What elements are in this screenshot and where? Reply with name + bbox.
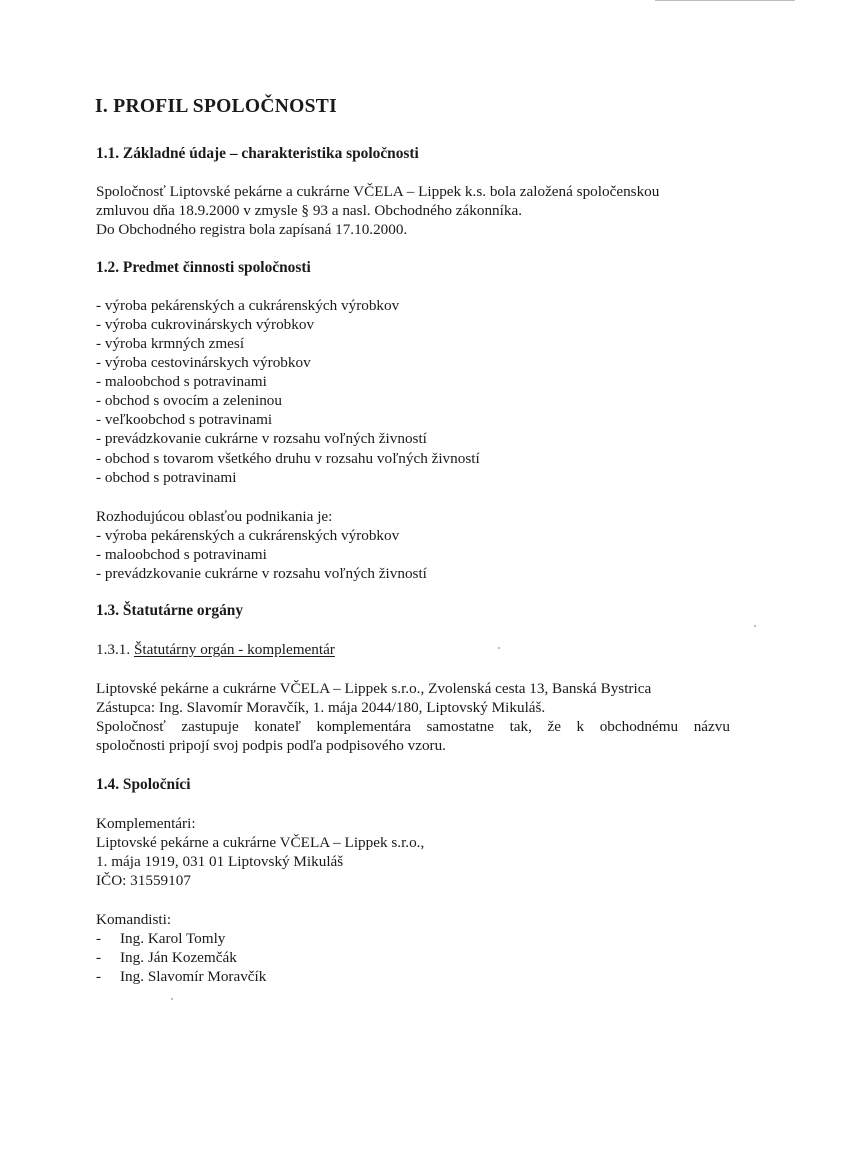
paragraph-line: IČO: 31559107 [96, 872, 191, 889]
section-1-3-title: 1.3. Štatutárne orgány [96, 602, 244, 619]
subsection-1-3-1-heading [96, 640, 335, 659]
list-item: - obchod s tovarom všetkého druhu v rozsahu voľných živností [96, 450, 480, 467]
paragraph-line: Zástupca: Ing. Slavomír Moravčík, 1. mája 2044/180, Liptovský Mikuláš. [96, 699, 546, 716]
paragraph-line: Do Obchodného registra bola zapísaná 17.10.2000. [96, 221, 408, 238]
page-title: I. PROFIL SPOLOČNOSTI [95, 96, 337, 117]
section-1-4-title: 1.4. Spoločníci [96, 776, 191, 793]
paragraph-line-justified [96, 717, 730, 736]
paragraph-line: Liptovské pekárne a cukrárne VČELA – Lippek s.r.o., Zvolenská cesta 13, Banská Bystrica [96, 680, 652, 697]
paragraph-line: Liptovské pekárne a cukrárne VČELA – Lippek s.r.o., [96, 834, 425, 851]
general-partners-label: Komplementári: [96, 815, 196, 832]
scan-speck [171, 998, 173, 1000]
limited-partners-label: Komandisti: [96, 911, 172, 928]
scan-speck [498, 647, 500, 649]
subsection-number: 1.3.1. [96, 641, 131, 658]
list-item: - prevádzkovanie cukrárne v rozsahu voľných živností [96, 565, 427, 582]
section-1-2-title: 1.2. Predmet činnosti spoločnosti [96, 259, 311, 276]
list-item: - výroba pekárenských a cukrárenských výrobkov [96, 527, 400, 544]
list-item: - obchod s ovocím a zeleninou [96, 392, 282, 409]
list-item: - výroba pekárenských a cukrárenských výrobkov [96, 297, 400, 314]
partner-name: Ing. Karol Tomly [120, 930, 226, 947]
list-item: - výroba cestovinárskych výrobkov [96, 354, 311, 371]
scan-edge-mark [655, 0, 795, 1]
partner-name: Ing. Ján Kozemčák [120, 949, 237, 966]
list-item: - veľkoobchod s potravinami [96, 411, 273, 428]
list-item [96, 929, 225, 948]
paragraph-line: 1. mája 1919, 031 01 Liptovský Mikuláš [96, 853, 344, 870]
list-item [96, 948, 237, 967]
list-item: - výroba krmných zmesí [96, 335, 245, 352]
list-item [96, 967, 266, 986]
paragraph-line: Spoločnosť zastupuje konateľ komplementára samostatne tak, že k obchodnému názvu [96, 718, 730, 735]
list-bullet: - [96, 930, 102, 947]
paragraph-line: zmluvou dňa 18.9.2000 v zmysle § 93 a nasl. Obchodného zákonníka. [96, 202, 523, 219]
section-1-1-title: 1.1. Základné údaje – charakteristika spoločnosti [96, 145, 419, 162]
list-item: - obchod s potravinami [96, 469, 237, 486]
list-bullet: - [96, 949, 102, 966]
subsection-title: Štatutárny orgán - komplementár [133, 641, 335, 658]
paragraph-line: Spoločnosť Liptovské pekárne a cukrárne VČELA – Lippek k.s. bola založená spoločenskou [96, 183, 660, 200]
list-item: - maloobchod s potravinami [96, 373, 267, 390]
list-item: - maloobchod s potravinami [96, 546, 267, 563]
list-bullet: - [96, 968, 102, 985]
list-item: - prevádzkovanie cukrárne v rozsahu voľných živností [96, 430, 427, 447]
partner-name: Ing. Slavomír Moravčík [120, 968, 267, 985]
decisive-area-label: Rozhodujúcou oblasťou podnikania je: [96, 508, 333, 525]
paragraph-line: spoločnosti pripojí svoj podpis podľa podpisového vzoru. [96, 737, 446, 754]
scan-speck [754, 625, 756, 627]
list-item: - výroba cukrovinárskych výrobkov [96, 316, 315, 333]
